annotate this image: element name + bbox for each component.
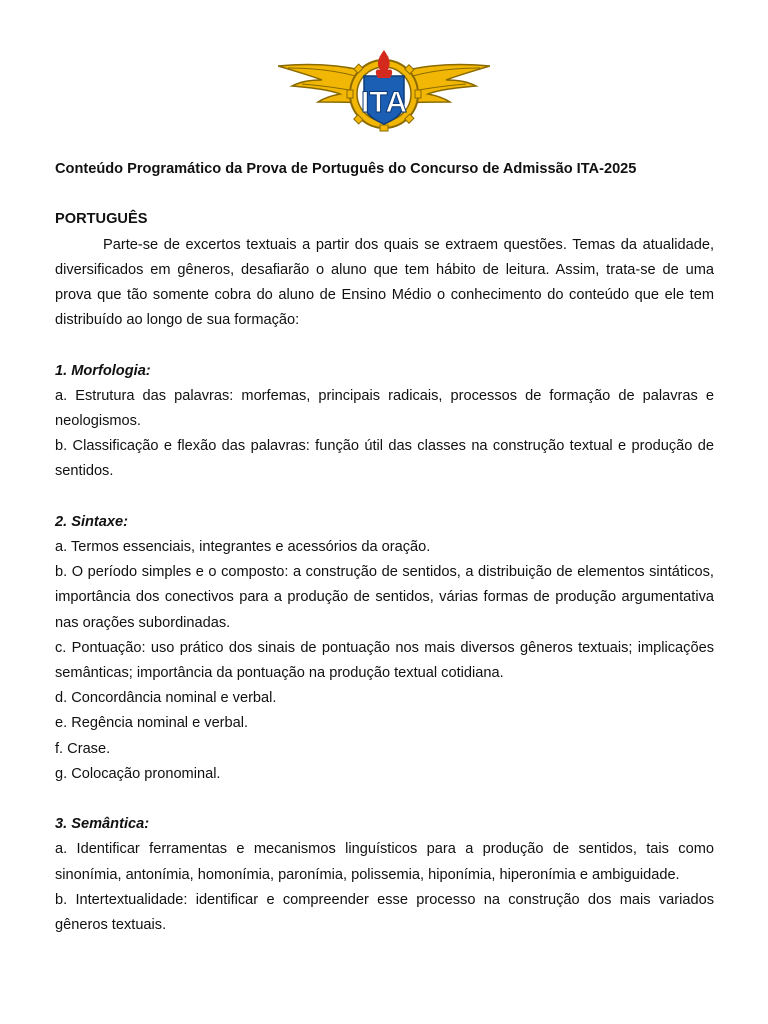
- subject-heading: PORTUGUÊS: [55, 211, 148, 228]
- list-item: a. Termos essenciais, integrantes e acessórios da oração.: [55, 539, 431, 555]
- list-item: a. Identificar ferramentas e mecanismos linguísticos para a produção de sentidos, tais como sinonímia, antonímia, homonímia, paronímia, polissemia, hiponímia, hiperonímia e ambiguidade.: [55, 841, 714, 883]
- list-item: f. Crase.: [55, 740, 111, 757]
- intro-paragraph: Parte-se de excertos textuais a partir dos quais se extraem questões. Temas da atualidade, diversificados em gêneros, desafiarão o aluno que tem hábito de leitura. Assim, trata-se de uma prova que tão somente cobra do aluno de Ensino Médio o conhecimento do conteúdo que ele tem distribuído ao longo de sua formação:: [55, 236, 714, 329]
- list-item: e. Regência nominal e verbal.: [55, 715, 249, 732]
- section-heading-morfologia: 1. Morfologia:: [55, 362, 151, 379]
- list-item: b. O período simples e o composto: a construção de sentidos, a distribuição de elementos sintáticos, importância dos conectivos para a produção de sentidos, várias formas de produção argumentativa nas orações subordinadas.: [55, 564, 714, 631]
- ita-logo-icon: [278, 46, 490, 132]
- list-item: b. Classificação e flexão das palavras: função útil das classes na construção textual e produção de sentidos.: [55, 438, 714, 480]
- logo-text: ITA: [360, 86, 408, 119]
- page-title: Conteúdo Programático da Prova de Português do Concurso de Admissão ITA-2025: [55, 161, 637, 177]
- section-heading-sintaxe: 2. Sintaxe:: [55, 513, 128, 530]
- list-item: a. Estrutura das palavras: morfemas, principais radicais, processos de formação de palavras e neologismos.: [55, 387, 714, 429]
- list-item: b. Intertextualidade: identificar e compreender esse processo na construção dos mais variados gêneros textuais.: [55, 891, 714, 934]
- list-item: c. Pontuação: uso prático dos sinais de pontuação nos mais diversos gêneros textuais; implicações semânticas; importância da pontuação na produção textual cotidiana.: [55, 639, 714, 682]
- document-body: [55, 157, 714, 938]
- section-heading-semantica: 3. Semântica:: [55, 816, 150, 833]
- list-item: g. Colocação pronominal.: [55, 765, 221, 782]
- list-item: d. Concordância nominal e verbal.: [55, 690, 277, 707]
